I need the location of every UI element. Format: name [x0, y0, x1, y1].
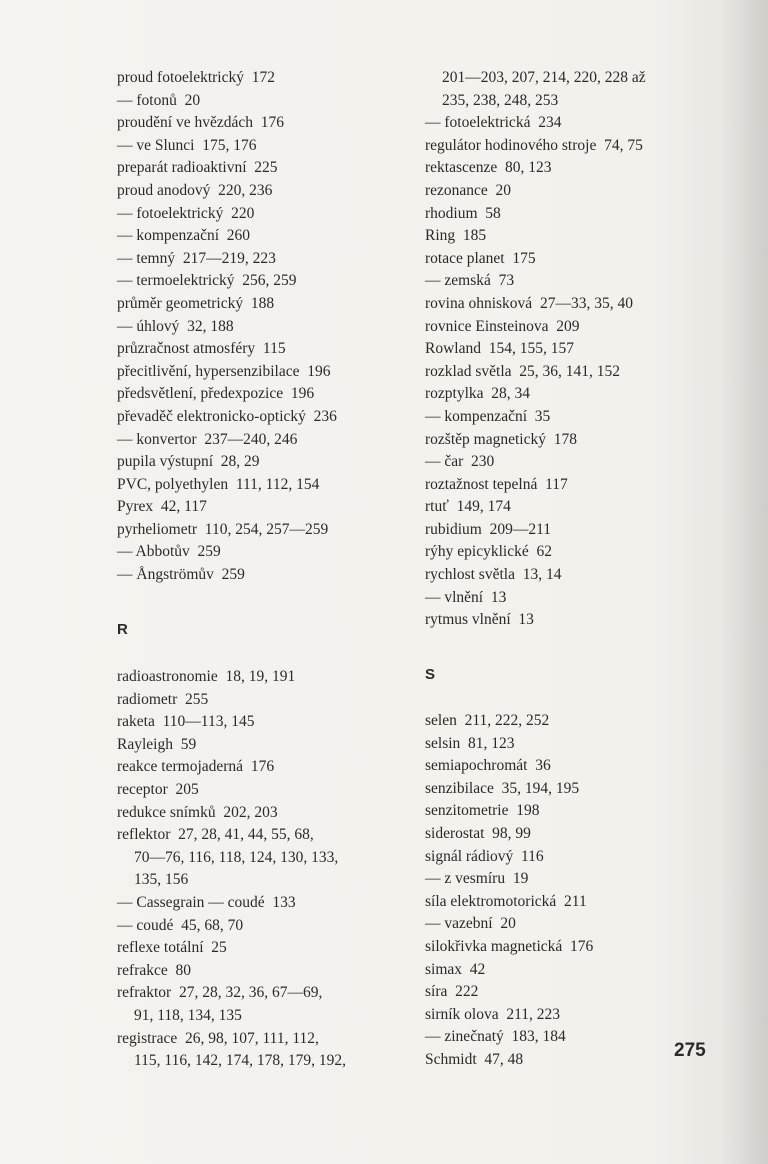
index-entry: — zemská 73	[425, 272, 515, 290]
index-entry: — konvertor 237—240, 246	[117, 430, 298, 448]
index-entry: — úhlový 32, 188	[117, 317, 234, 335]
index-entry: rezonance 20	[425, 181, 512, 199]
index-entry: refraktor 27, 28, 32, 36, 67—69,	[117, 984, 323, 1002]
index-entry: průměr geometrický 188	[117, 294, 275, 312]
index-entry: převaděč elektronicko-optický 236	[117, 407, 337, 425]
index-entry: signál rádiový 116	[425, 847, 544, 865]
index-entry: — kompenzační 35	[425, 407, 551, 425]
index-entry: Ring 185	[425, 227, 487, 245]
index-column-left-top	[117, 67, 437, 587]
index-entry: — Abbotův 259	[117, 543, 221, 561]
index-entry: selen 211, 222, 252	[425, 712, 550, 729]
index-entry: — termoelektrický 256, 259	[117, 272, 297, 290]
index-entry: reakce termojaderná 176	[117, 758, 275, 776]
index-entry: sirník olova 211, 223	[425, 1005, 561, 1023]
index-entry: proudění ve hvězdách 176	[117, 114, 284, 132]
index-entry: předsvětlení, předexpozice 196	[117, 385, 315, 403]
index-entry: receptor 205	[117, 780, 199, 798]
index-entry: semiapochromát 36	[425, 757, 551, 775]
index-entry: — čar 230	[425, 453, 495, 471]
index-entry: rozklad světla 25, 36, 141, 152	[425, 362, 621, 380]
index-entry: simax 42	[425, 960, 486, 978]
index-entry: rozštěp magnetický 178	[425, 430, 577, 448]
index-entry: — Ångströmův 259	[117, 566, 245, 584]
index-entry: — temný 217—219, 223	[117, 249, 276, 267]
index-entry: regulátor hodinového stroje 74, 75	[425, 136, 643, 154]
section-heading-r: R	[117, 621, 128, 638]
index-entry: senzibilace 35, 194, 195	[425, 779, 580, 797]
index-entry: rtuť 149, 174	[425, 498, 511, 516]
index-entry: proud anodový 220, 236	[117, 181, 273, 199]
index-entry: preparát radioaktivní 225	[117, 159, 278, 177]
index-entry: — fotoelektrická 234	[425, 114, 562, 132]
index-column-left-bottom	[117, 666, 437, 1073]
index-entry: — vlnění 13	[425, 588, 507, 606]
index-entry: selsin 81, 123	[425, 734, 515, 752]
index-entry: — kompenzační 260	[117, 227, 251, 245]
index-entry: refrakce 80	[117, 961, 192, 979]
index-entry: registrace 26, 98, 107, 111, 112,	[117, 1029, 319, 1047]
index-entry: Schmidt 47, 48	[425, 1050, 524, 1068]
index-entry: Pyrex 42, 117	[117, 498, 207, 516]
index-entry-continuation: 201—203, 207, 214, 220, 228 až	[442, 69, 646, 86]
index-entry: rektascenze 80, 123	[425, 159, 552, 177]
index-entry: reflektor 27, 28, 41, 44, 55, 68,	[117, 826, 314, 844]
index-entry: redukce snímků 202, 203	[117, 803, 278, 821]
index-entry: — Cassegrain — coudé 133	[117, 893, 296, 911]
index-entry: průzračnost atmosféry 115	[117, 340, 286, 358]
index-entry: roztažnost tepelná 117	[425, 475, 568, 493]
index-entry: — coudé 45, 68, 70	[117, 916, 244, 934]
index-entry: silokřivka magnetická 176	[425, 937, 594, 955]
index-entry-continuation: 135, 156	[134, 871, 189, 889]
index-entry: — fotonů 20	[117, 91, 201, 109]
index-entry: síla elektromotorická 211	[425, 892, 587, 910]
index-entry: — z vesmíru 19	[425, 870, 529, 888]
index-entry: rotace planet 175	[425, 249, 536, 267]
index-entry: rubidium 209—211	[425, 520, 552, 538]
index-entry: rovina ohnisková 27—33, 35, 40	[425, 294, 633, 312]
index-entry: síra 222	[425, 983, 479, 1001]
index-entry-continuation: 70—76, 116, 118, 124, 130, 133,	[134, 848, 339, 866]
index-entry: — fotoelektrický 220	[117, 204, 255, 222]
index-entry: raketa 110—113, 145	[117, 713, 255, 731]
index-entry: Rayleigh 59	[117, 735, 197, 753]
index-entry: siderostat 98, 99	[425, 824, 531, 842]
index-entry: pyrheliometr 110, 254, 257—259	[117, 520, 329, 538]
index-entry: rychlost světla 13, 14	[425, 566, 562, 584]
index-entry: — ve Slunci 175, 176	[117, 136, 257, 154]
index-entry: PVC, polyethylen 111, 112, 154	[117, 475, 320, 493]
index-entry-continuation: 91, 118, 134, 135	[134, 1006, 242, 1024]
index-entry: rýhy epicyklické 62	[425, 543, 552, 561]
index-entry: — zinečnatý 183, 184	[425, 1028, 566, 1046]
index-entry: rovnice Einsteinova 209	[425, 317, 580, 335]
index-entry: reflexe totální 25	[117, 939, 227, 957]
index-entry: radiometr 255	[117, 690, 209, 708]
index-entry-continuation: 235, 238, 248, 253	[442, 91, 559, 109]
index-column-right-bottom	[425, 710, 745, 1072]
index-entry: pupila výstupní 28, 29	[117, 453, 260, 471]
index-entry: rozptylka 28, 34	[425, 385, 531, 403]
index-entry: přecitlivění, hypersenzibilace 196	[117, 362, 331, 380]
index-entry: Rowland 154, 155, 157	[425, 340, 574, 358]
index-entry: senzitometrie 198	[425, 802, 540, 820]
index-entry: proud fotoelektrický 172	[117, 69, 275, 86]
index-column-right-top	[425, 67, 745, 632]
index-entry: rytmus vlnění 13	[425, 611, 534, 629]
index-entry: — vazební 20	[425, 915, 516, 933]
index-entry: radioastronomie 18, 19, 191	[117, 668, 296, 685]
index-entry: rhodium 58	[425, 204, 501, 222]
index-entry-continuation: 115, 116, 142, 174, 178, 179, 192,	[134, 1052, 346, 1070]
page-number: 275	[674, 1040, 706, 1061]
section-heading-s: S	[425, 666, 436, 683]
